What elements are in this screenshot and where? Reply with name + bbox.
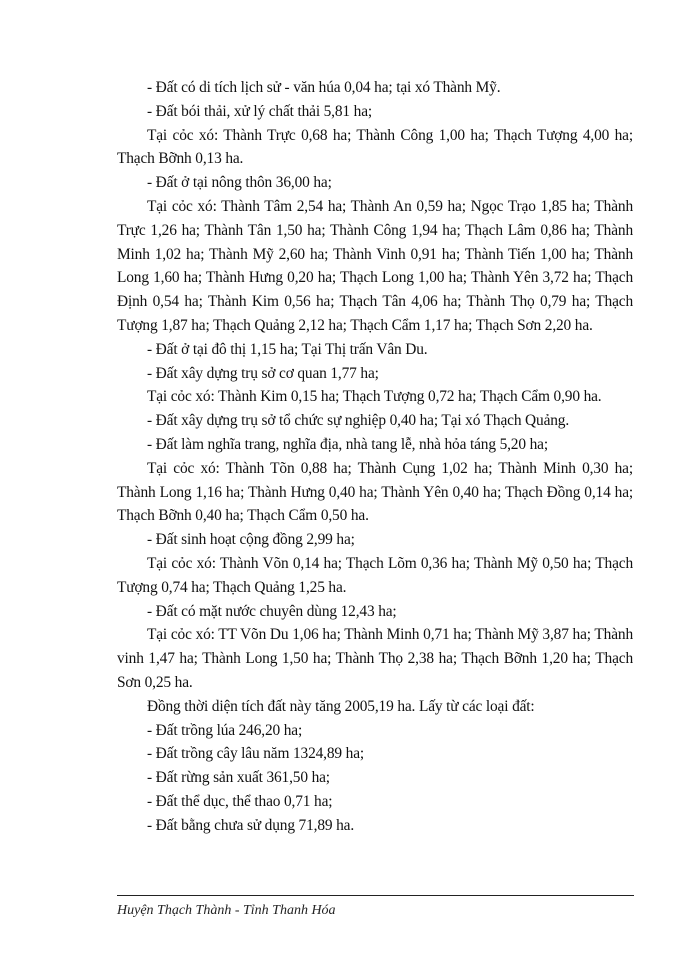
paragraph-rural-locations: Tại cỏc xó: Thành Tâm 2,54 ha; Thành An 0,59 ha; Ngọc Trạo 1,85 ha; Thành Trực 1,26 ha; Thành Tân 1,50 ha; Thành Công 1,94 ha; Thạch Lâm 0,86 ha; Thành Minh 1,02 ha; Thành Mỹ 2,60 ha; Thành Vinh 0,91 ha; Thành Tiến 1,00 ha; Thành Long 1,60 ha; Thành Hưng 0,20 ha; Thạch Long 1,00 ha; Thành Yên 3,72 ha; Thạch Định 0,54 ha; Thành Kim 0,56 ha; Thạch Tân 4,06 ha; Thành Thọ 0,79 ha; Thạch Tượng 1,87 ha; Thạch Quảng 2,12 ha; Thạch Cẩm 1,17 ha; Thạch Sơn 2,20 ha. [117, 197, 633, 334]
paragraph-water-locations: Tại cỏc xó: TT Võn Du 1,06 ha; Thành Minh 0,71 ha; Thành Mỹ 3,87 ha; Thành vinh 1,47 ha; Thành Long 1,50 ha; Thành Thọ 2,38 ha; Thạch Bỡnh 1,20 ha; Thạch Sơn 0,25 ha. [117, 626, 633, 691]
paragraph-public-service-offices: - Đất xây dựng trụ sở tổ chức sự nghiệp 0,40 ha; Tại xó Thạch Quảng. [147, 412, 570, 430]
list-item-unused-flat-land: - Đất bằng chưa sử dụng 71,89 ha. [147, 816, 355, 834]
list-item-perennial-crops: - Đất trồng cây lâu năm 1324,89 ha; [147, 745, 364, 763]
paragraph-cemeteries: - Đất làm nghĩa trang, nghĩa địa, nhà tang lễ, nhà hỏa táng 5,20 ha; [147, 435, 548, 453]
paragraph-historic-sites: - Đất có di tích lịch sử - văn húa 0,04 ha; tại xó Thành Mỹ. [147, 79, 501, 96]
list-item-production-forest: - Đất rừng sản xuất 361,50 ha; [147, 769, 330, 787]
paragraph-waste-disposal: - Đất bói thải, xử lý chất thải 5,81 ha; [147, 102, 373, 120]
paragraph-community-activity: - Đất sinh hoạt cộng đồng 2,99 ha; [147, 531, 355, 549]
list-item-rice-land: - Đất trồng lúa 246,20 ha; [147, 721, 303, 739]
list-item-sports-land: - Đất thể dục, thể thao 0,71 ha; [147, 792, 333, 810]
page-footer: Huyện Thạch Thành - Tỉnh Thanh Hóa [117, 903, 336, 918]
paragraph-cemetery-locations: Tại cỏc xó: Thành Tõn 0,88 ha; Thành Cụng 1,02 ha; Thành Minh 0,30 ha; Thành Long 1,16 ha; Thành Hưng 0,40 ha; Thành Yên 0,40 ha; Thạch Đồng 0,14 ha; Thạch Bỡnh 0,40 ha; Thạch Cẩm 0,50 ha. [117, 459, 633, 525]
paragraph-rural-residential: - Đất ở tại nông thôn 36,00 ha; [147, 174, 332, 192]
paragraph-urban-residential: - Đất ở tại đô thị 1,15 ha; Tại Thị trấn Vân Du. [147, 340, 428, 358]
document-body [117, 76, 633, 838]
paragraph-community-locations: Tại cỏc xó: Thành Võn 0,14 ha; Thạch Lõm 0,36 ha; Thành Mỹ 0,50 ha; Thạch Tượng 0,74 ha; Thạch Quảng 1,25 ha. [117, 554, 633, 596]
paragraph-agency-offices: - Đất xây dựng trụ sở cơ quan 1,77 ha; [147, 364, 379, 382]
footer-divider [117, 895, 634, 896]
paragraph-agency-locations: Tại cỏc xó: Thành Kim 0,15 ha; Thạch Tượng 0,72 ha; Thạch Cẩm 0,90 ha. [147, 388, 602, 406]
paragraph-waste-locations: Tại cỏc xó: Thành Trực 0,68 ha; Thành Công 1,00 ha; Thạch Tượng 4,00 ha; Thạch Bỡnh 0,13 ha. [117, 126, 633, 168]
paragraph-area-increase: Đồng thời diện tích đất này tăng 2005,19 ha. Lấy từ các loại đất: [147, 697, 535, 715]
paragraph-water-surface: - Đất có mặt nước chuyên dùng 12,43 ha; [147, 602, 397, 620]
